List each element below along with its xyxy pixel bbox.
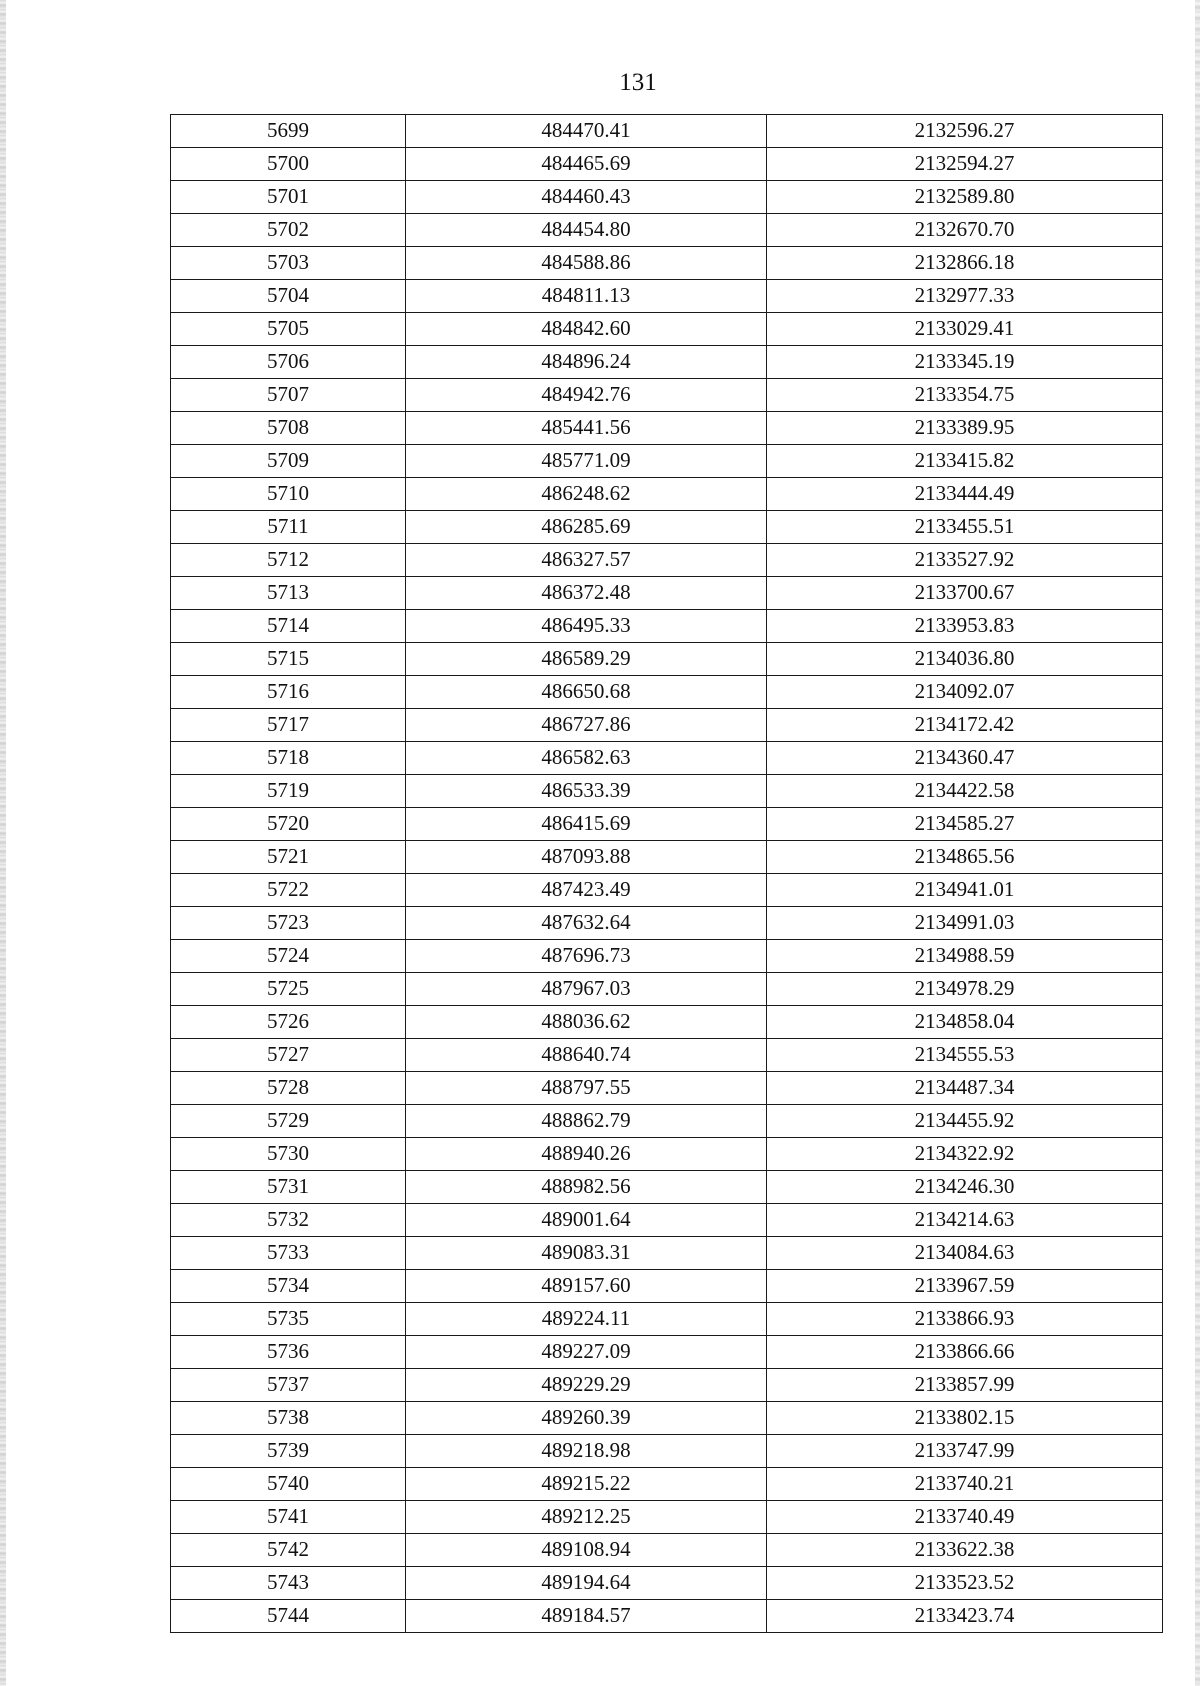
x-coordinate-cell: 489194.64 — [406, 1567, 767, 1600]
point-number-cell: 5732 — [171, 1204, 406, 1237]
y-coordinate-cell: 2132596.27 — [767, 115, 1163, 148]
x-coordinate-cell: 489224.11 — [406, 1303, 767, 1336]
point-number-cell: 5729 — [171, 1105, 406, 1138]
point-number-cell: 5742 — [171, 1534, 406, 1567]
y-coordinate-cell: 2132594.27 — [767, 148, 1163, 181]
y-coordinate-cell: 2134865.56 — [767, 841, 1163, 874]
point-number-cell: 5706 — [171, 346, 406, 379]
point-number-cell: 5700 — [171, 148, 406, 181]
point-number-cell: 5722 — [171, 874, 406, 907]
y-coordinate-cell: 2133423.74 — [767, 1600, 1163, 1633]
y-coordinate-cell: 2132977.33 — [767, 280, 1163, 313]
table-row — [171, 379, 1163, 412]
table-row — [171, 709, 1163, 742]
table-row — [171, 1039, 1163, 1072]
table-row — [171, 808, 1163, 841]
x-coordinate-cell: 489227.09 — [406, 1336, 767, 1369]
point-number-cell: 5723 — [171, 907, 406, 940]
table-row — [171, 1204, 1163, 1237]
x-coordinate-cell: 489215.22 — [406, 1468, 767, 1501]
x-coordinate-cell: 489229.29 — [406, 1369, 767, 1402]
table-row — [171, 1138, 1163, 1171]
point-number-cell: 5707 — [171, 379, 406, 412]
coordinates-table — [170, 114, 1163, 1633]
y-coordinate-cell: 2133527.92 — [767, 544, 1163, 577]
point-number-cell: 5735 — [171, 1303, 406, 1336]
point-number-cell: 5711 — [171, 511, 406, 544]
y-coordinate-cell: 2133415.82 — [767, 445, 1163, 478]
table-row — [171, 775, 1163, 808]
point-number-cell: 5718 — [171, 742, 406, 775]
x-coordinate-cell: 486248.62 — [406, 478, 767, 511]
table-row — [171, 1336, 1163, 1369]
table-row — [171, 577, 1163, 610]
y-coordinate-cell: 2134555.53 — [767, 1039, 1163, 1072]
x-coordinate-cell: 484811.13 — [406, 280, 767, 313]
y-coordinate-cell: 2133953.83 — [767, 610, 1163, 643]
x-coordinate-cell: 484465.69 — [406, 148, 767, 181]
point-number-cell: 5744 — [171, 1600, 406, 1633]
point-number-cell: 5738 — [171, 1402, 406, 1435]
y-coordinate-cell: 2132589.80 — [767, 181, 1163, 214]
table-row — [171, 478, 1163, 511]
table-row — [171, 1468, 1163, 1501]
x-coordinate-cell: 484454.80 — [406, 214, 767, 247]
x-coordinate-cell: 484588.86 — [406, 247, 767, 280]
y-coordinate-cell: 2134988.59 — [767, 940, 1163, 973]
x-coordinate-cell: 486372.48 — [406, 577, 767, 610]
x-coordinate-cell: 484460.43 — [406, 181, 767, 214]
y-coordinate-cell: 2134858.04 — [767, 1006, 1163, 1039]
y-coordinate-cell: 2133444.49 — [767, 478, 1163, 511]
x-coordinate-cell: 488862.79 — [406, 1105, 767, 1138]
table-row — [171, 346, 1163, 379]
table-row — [171, 841, 1163, 874]
x-coordinate-cell: 487423.49 — [406, 874, 767, 907]
y-coordinate-cell: 2133747.99 — [767, 1435, 1163, 1468]
point-number-cell: 5708 — [171, 412, 406, 445]
y-coordinate-cell: 2133455.51 — [767, 511, 1163, 544]
y-coordinate-cell: 2133967.59 — [767, 1270, 1163, 1303]
y-coordinate-cell: 2134487.34 — [767, 1072, 1163, 1105]
x-coordinate-cell: 486285.69 — [406, 511, 767, 544]
point-number-cell: 5720 — [171, 808, 406, 841]
point-number-cell: 5710 — [171, 478, 406, 511]
point-number-cell: 5734 — [171, 1270, 406, 1303]
x-coordinate-cell: 487967.03 — [406, 973, 767, 1006]
table-row — [171, 940, 1163, 973]
table-row — [171, 676, 1163, 709]
table-row — [171, 247, 1163, 280]
scan-edge-right — [1195, 0, 1200, 1686]
y-coordinate-cell: 2134422.58 — [767, 775, 1163, 808]
x-coordinate-cell: 485441.56 — [406, 412, 767, 445]
point-number-cell: 5730 — [171, 1138, 406, 1171]
x-coordinate-cell: 488640.74 — [406, 1039, 767, 1072]
y-coordinate-cell: 2134455.92 — [767, 1105, 1163, 1138]
table-row — [171, 181, 1163, 214]
table-row — [171, 115, 1163, 148]
table-row — [171, 1402, 1163, 1435]
x-coordinate-cell: 489108.94 — [406, 1534, 767, 1567]
point-number-cell: 5699 — [171, 115, 406, 148]
x-coordinate-cell: 484896.24 — [406, 346, 767, 379]
y-coordinate-cell: 2133740.21 — [767, 1468, 1163, 1501]
table-row — [171, 973, 1163, 1006]
point-number-cell: 5736 — [171, 1336, 406, 1369]
point-number-cell: 5741 — [171, 1501, 406, 1534]
table-row — [171, 280, 1163, 313]
table-row — [171, 412, 1163, 445]
table-row — [171, 1270, 1163, 1303]
y-coordinate-cell: 2132866.18 — [767, 247, 1163, 280]
table-row — [171, 511, 1163, 544]
point-number-cell: 5726 — [171, 1006, 406, 1039]
y-coordinate-cell: 2133700.67 — [767, 577, 1163, 610]
point-number-cell: 5715 — [171, 643, 406, 676]
y-coordinate-cell: 2133740.49 — [767, 1501, 1163, 1534]
y-coordinate-cell: 2133866.66 — [767, 1336, 1163, 1369]
x-coordinate-cell: 484470.41 — [406, 115, 767, 148]
table-row — [171, 1105, 1163, 1138]
point-number-cell: 5740 — [171, 1468, 406, 1501]
table-row — [171, 643, 1163, 676]
y-coordinate-cell: 2133354.75 — [767, 379, 1163, 412]
x-coordinate-cell: 487632.64 — [406, 907, 767, 940]
table-row — [171, 148, 1163, 181]
x-coordinate-cell: 489212.25 — [406, 1501, 767, 1534]
table-row — [171, 742, 1163, 775]
x-coordinate-cell: 488982.56 — [406, 1171, 767, 1204]
scan-edge-left — [0, 0, 6, 1686]
x-coordinate-cell: 485771.09 — [406, 445, 767, 478]
x-coordinate-cell: 486495.33 — [406, 610, 767, 643]
y-coordinate-cell: 2133345.19 — [767, 346, 1163, 379]
x-coordinate-cell: 488797.55 — [406, 1072, 767, 1105]
x-coordinate-cell: 484942.76 — [406, 379, 767, 412]
table-row — [171, 874, 1163, 907]
x-coordinate-cell: 489184.57 — [406, 1600, 767, 1633]
x-coordinate-cell: 487093.88 — [406, 841, 767, 874]
point-number-cell: 5701 — [171, 181, 406, 214]
table-row — [171, 1171, 1163, 1204]
point-number-cell: 5712 — [171, 544, 406, 577]
x-coordinate-cell: 486582.63 — [406, 742, 767, 775]
table-row — [171, 544, 1163, 577]
point-number-cell: 5725 — [171, 973, 406, 1006]
x-coordinate-cell: 488036.62 — [406, 1006, 767, 1039]
point-number-cell: 5733 — [171, 1237, 406, 1270]
x-coordinate-cell: 486533.39 — [406, 775, 767, 808]
page-number: 131 — [619, 69, 657, 96]
x-coordinate-cell: 486415.69 — [406, 808, 767, 841]
table-row — [171, 1237, 1163, 1270]
x-coordinate-cell: 486727.86 — [406, 709, 767, 742]
y-coordinate-cell: 2133622.38 — [767, 1534, 1163, 1567]
table-row — [171, 1006, 1163, 1039]
y-coordinate-cell: 2134092.07 — [767, 676, 1163, 709]
point-number-cell: 5739 — [171, 1435, 406, 1468]
table-row — [171, 1600, 1163, 1633]
x-coordinate-cell: 489083.31 — [406, 1237, 767, 1270]
x-coordinate-cell: 486327.57 — [406, 544, 767, 577]
y-coordinate-cell: 2132670.70 — [767, 214, 1163, 247]
point-number-cell: 5737 — [171, 1369, 406, 1402]
y-coordinate-cell: 2134941.01 — [767, 874, 1163, 907]
table-row — [171, 610, 1163, 643]
table-row — [171, 1072, 1163, 1105]
point-number-cell: 5727 — [171, 1039, 406, 1072]
y-coordinate-cell: 2133389.95 — [767, 412, 1163, 445]
y-coordinate-cell: 2133857.99 — [767, 1369, 1163, 1402]
x-coordinate-cell: 486650.68 — [406, 676, 767, 709]
point-number-cell: 5717 — [171, 709, 406, 742]
point-number-cell: 5703 — [171, 247, 406, 280]
point-number-cell: 5702 — [171, 214, 406, 247]
table-row — [171, 1303, 1163, 1336]
x-coordinate-cell: 489218.98 — [406, 1435, 767, 1468]
y-coordinate-cell: 2133802.15 — [767, 1402, 1163, 1435]
table-row — [171, 1369, 1163, 1402]
point-number-cell: 5721 — [171, 841, 406, 874]
point-number-cell: 5709 — [171, 445, 406, 478]
table-row — [171, 907, 1163, 940]
point-number-cell: 5743 — [171, 1567, 406, 1600]
table-row — [171, 1534, 1163, 1567]
coordinates-table-body — [171, 115, 1163, 1633]
x-coordinate-cell: 487696.73 — [406, 940, 767, 973]
y-coordinate-cell: 2134322.92 — [767, 1138, 1163, 1171]
point-number-cell: 5713 — [171, 577, 406, 610]
table-row — [171, 1567, 1163, 1600]
point-number-cell: 5705 — [171, 313, 406, 346]
table-row — [171, 1435, 1163, 1468]
y-coordinate-cell: 2134084.63 — [767, 1237, 1163, 1270]
y-coordinate-cell: 2133866.93 — [767, 1303, 1163, 1336]
y-coordinate-cell: 2134978.29 — [767, 973, 1163, 1006]
y-coordinate-cell: 2133029.41 — [767, 313, 1163, 346]
y-coordinate-cell: 2133523.52 — [767, 1567, 1163, 1600]
table-row — [171, 214, 1163, 247]
y-coordinate-cell: 2134036.80 — [767, 643, 1163, 676]
y-coordinate-cell: 2134991.03 — [767, 907, 1163, 940]
x-coordinate-cell: 486589.29 — [406, 643, 767, 676]
point-number-cell: 5716 — [171, 676, 406, 709]
point-number-cell: 5728 — [171, 1072, 406, 1105]
y-coordinate-cell: 2134246.30 — [767, 1171, 1163, 1204]
x-coordinate-cell: 489260.39 — [406, 1402, 767, 1435]
y-coordinate-cell: 2134172.42 — [767, 709, 1163, 742]
x-coordinate-cell: 489001.64 — [406, 1204, 767, 1237]
x-coordinate-cell: 484842.60 — [406, 313, 767, 346]
y-coordinate-cell: 2134214.63 — [767, 1204, 1163, 1237]
table-row — [171, 1501, 1163, 1534]
y-coordinate-cell: 2134585.27 — [767, 808, 1163, 841]
y-coordinate-cell: 2134360.47 — [767, 742, 1163, 775]
table-row — [171, 313, 1163, 346]
table-row — [171, 445, 1163, 478]
point-number-cell: 5704 — [171, 280, 406, 313]
x-coordinate-cell: 489157.60 — [406, 1270, 767, 1303]
point-number-cell: 5719 — [171, 775, 406, 808]
point-number-cell: 5731 — [171, 1171, 406, 1204]
x-coordinate-cell: 488940.26 — [406, 1138, 767, 1171]
point-number-cell: 5714 — [171, 610, 406, 643]
point-number-cell: 5724 — [171, 940, 406, 973]
